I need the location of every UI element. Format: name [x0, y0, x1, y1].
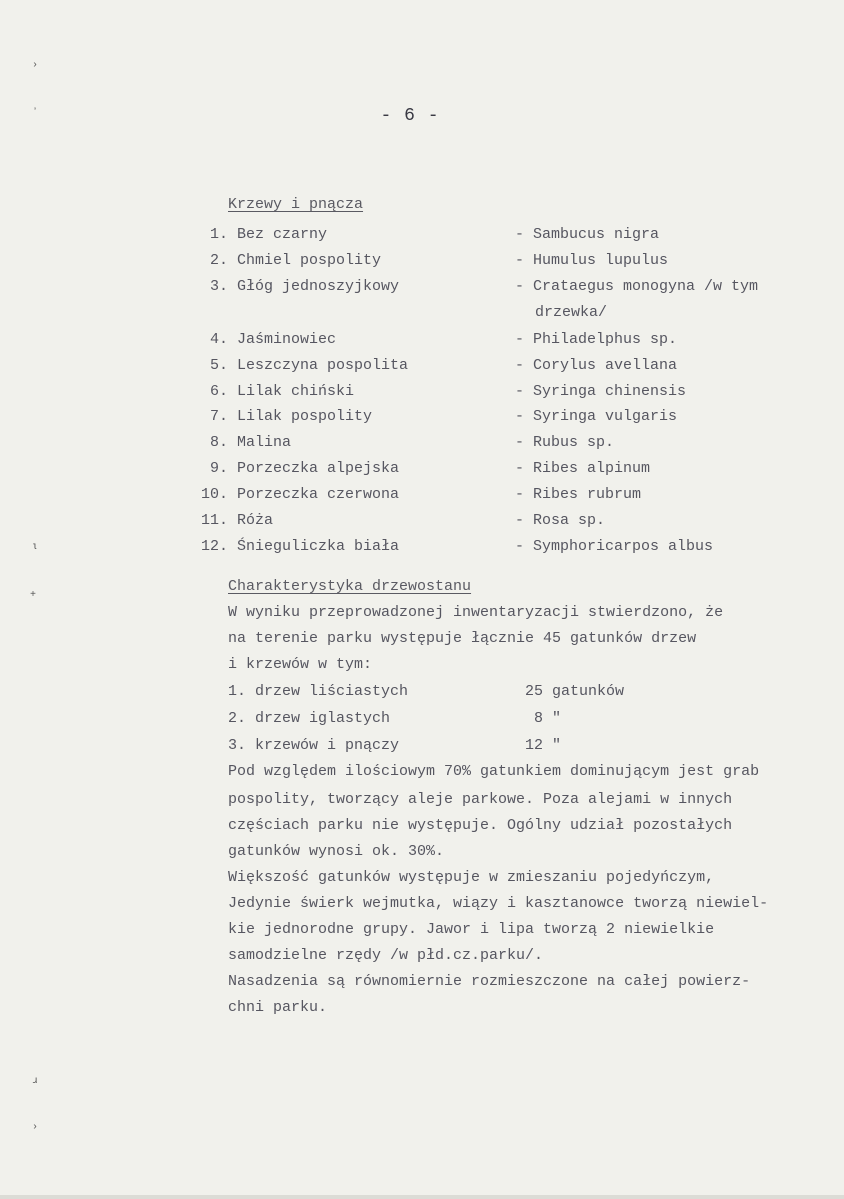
shrub-polish-name: Porzeczka czerwona — [237, 486, 400, 503]
shrub-row — [194, 460, 494, 480]
shrub-polish-name: Lilak chiński — [237, 383, 355, 400]
shrub-number: 3. — [209, 278, 228, 295]
shrub-row — [194, 383, 494, 403]
shrub-latin-name: - Corylus avellana — [515, 357, 678, 374]
count-value: 25 gatunków — [525, 683, 625, 700]
shrub-number: 7. — [209, 408, 228, 425]
shrub-row — [194, 538, 494, 558]
shrubs-heading: Krzewy i pnącza — [228, 196, 364, 213]
shrub-latin-name: - Humulus lupulus — [515, 252, 669, 269]
shrub-latin-name: - Philadelphus sp. — [515, 331, 678, 348]
shrub-latin-name: - Syringa vulgaris — [515, 408, 678, 425]
page-number: - 6 - — [380, 106, 440, 126]
body-line: Nasadzenia są równomiernie rozmieszczone na całej powierz- — [228, 973, 751, 990]
shrub-latin-name: - Sambucus nigra — [515, 226, 660, 243]
body-line: kie jednorodne grupy. Jawor i lipa tworzą 2 niewielkie — [228, 921, 715, 938]
count-label: 2. drzew iglastych — [228, 710, 391, 727]
shrub-polish-name: Chmiel pospolity — [237, 252, 382, 269]
shrub-polish-name: Śnieguliczka biała — [237, 538, 400, 555]
shrub-row — [194, 278, 494, 298]
shrub-number: 5. — [209, 357, 228, 374]
shrub-polish-name: Jaśminowiec — [237, 331, 337, 348]
shrub-polish-name: Leszczyna pospolita — [237, 357, 409, 374]
shrub-polish-name: Róża — [237, 512, 274, 529]
count-value: 8 " — [534, 710, 562, 727]
body-line: chni parku. — [228, 999, 328, 1016]
body-line: gatunków wynosi ok. 30%. — [228, 843, 445, 860]
shrub-latin-name: - Crataegus monogyna /w tym — [515, 278, 759, 295]
intro-line: W wyniku przeprowadzonej inwentaryzacji stwierdzono, że — [228, 604, 724, 621]
count-label: 1. drzew liściastych — [228, 683, 409, 700]
shrub-latin-name: - Rosa sp. — [515, 512, 606, 529]
margin-mark: ɩ — [32, 542, 39, 553]
shrub-number: 9. — [209, 460, 228, 477]
body-line: pospolity, tworzący aleje parkowe. Poza alejami w innych — [228, 791, 733, 808]
shrub-latin-name: - Ribes rubrum — [515, 486, 642, 503]
margin-mark: › — [32, 60, 39, 71]
shrub-number: 10. — [200, 486, 228, 503]
count-label: 3. krzewów i pnączy — [228, 737, 400, 754]
shrub-number: 1. — [209, 226, 228, 243]
shrub-row — [194, 486, 494, 506]
count-value: 12 " — [525, 737, 562, 754]
intro-line: i krzewów w tym: — [228, 656, 373, 673]
shrub-row — [194, 226, 494, 246]
shrub-row — [194, 357, 494, 377]
body-line: częściach parku nie występuje. Ogólny udział pozostałych — [228, 817, 733, 834]
shrub-number: 8. — [209, 434, 228, 451]
shrub-polish-name: Malina — [237, 434, 292, 451]
shrub-latin-name: - Ribes alpinum — [515, 460, 651, 477]
shrub-row — [194, 434, 494, 454]
shrub-number: 4. — [209, 331, 228, 348]
shrub-row — [194, 512, 494, 532]
margin-mark: › — [32, 1122, 39, 1133]
shrub-number: 12. — [200, 538, 228, 555]
shrub-latin-name: - Symphoricarpos albus — [515, 538, 714, 555]
shrub-latin-name: - Syringa chinensis — [515, 383, 687, 400]
shrub-number: 6. — [209, 383, 228, 400]
shrub-polish-name: Porzeczka alpejska — [237, 460, 400, 477]
shrub-polish-name: Lilak pospolity — [237, 408, 373, 425]
shrub-row — [194, 331, 494, 351]
margin-mark: + — [30, 590, 37, 601]
stand-heading: Charakterystyka drzewostanu — [228, 578, 472, 595]
shrub-latin-name: - Rubus sp. — [515, 434, 615, 451]
body-line: Większość gatunków występuje w zmieszaniu pojedyńczym, — [228, 869, 715, 886]
shrub-latin-continuation: drzewka/ — [535, 304, 608, 321]
intro-line: na terenie parku występuje łącznie 45 gatunków drzew — [228, 630, 697, 647]
page-edge — [0, 1195, 844, 1199]
shrub-number: 11. — [200, 512, 228, 529]
margin-mark: ʼ — [32, 108, 39, 119]
shrub-number: 2. — [209, 252, 228, 269]
shrub-row — [194, 252, 494, 272]
margin-mark: ɹ — [32, 1076, 39, 1087]
body-line: samodzielne rzędy /w płd.cz.parku/. — [228, 947, 544, 964]
body-line: Pod względem ilościowym 70% gatunkiem dominującym jest grab — [228, 763, 760, 780]
body-line: Jedynie świerk wejmutka, wiązy i kasztanowce tworzą niewiel- — [228, 895, 769, 912]
shrub-polish-name: Głóg jednoszyjkowy — [237, 278, 400, 295]
shrub-row — [194, 408, 494, 428]
shrub-polish-name: Bez czarny — [237, 226, 328, 243]
